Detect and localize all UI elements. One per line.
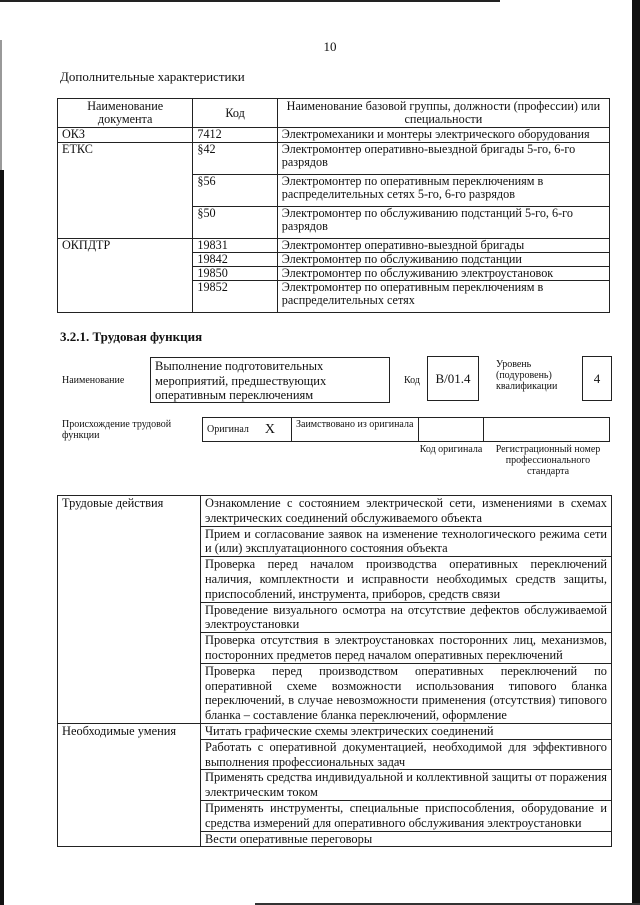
labor-action-item: Прием и согласование заявок на изменение технологического режима сети и (или) эксплуатационного состояния объекта — [201, 526, 612, 557]
labor-function-table — [57, 495, 612, 847]
name-cell: Электромонтер по обслуживанию подстанций 5-го, 6-го разрядов — [277, 207, 609, 239]
labor-action-item: Ознакомление с состоянием электрической сети, изменениями в схемах электрических соединений обслуживаемого объекта — [201, 496, 612, 527]
required-skill-item: Применять инструменты, специальные приспособления, оборудование и средства измерений для оперативного обслуживания электроустановки — [201, 800, 612, 831]
function-code-box: B/01.4 — [427, 356, 479, 401]
name-cell: Электромонтер оперативно-выездной бригады 5-го, 6-го разрядов — [277, 143, 609, 175]
function-origin-label: Происхождение трудовой функции — [62, 419, 172, 441]
function-code-label: Код — [404, 375, 420, 386]
column-header-document: Наименование документа — [58, 99, 193, 128]
origin-code-caption: Код оригинала — [419, 444, 483, 455]
additional-characteristics-heading: Дополнительные характеристики — [60, 69, 245, 84]
page-number: 10 — [323, 39, 337, 54]
function-origin-row — [203, 417, 610, 442]
document-cell: ОКЗ — [58, 128, 193, 143]
code-cell: §42 — [193, 143, 277, 175]
name-cell: Электромонтер оперативно-выездной бригады — [277, 239, 609, 253]
additional-characteristics-table — [57, 98, 610, 313]
origin-original-mark: X — [264, 422, 276, 437]
required-skill-item: Работать с оперативной документацией, необходимой для эффективного выполнения профессиональных задач — [201, 739, 612, 770]
table-row — [58, 143, 610, 175]
function-name-label: Наименование — [62, 375, 125, 386]
code-cell: §50 — [193, 207, 277, 239]
origin-code-cell — [418, 417, 484, 442]
labor-action-item: Проверка перед началом производства оперативных переключений наличия, комплектности и исправности необходимых средств защиты, приспособлений, инструмента, приборов, средств связи — [201, 557, 612, 602]
table-row — [58, 128, 610, 143]
document-cell: ЕТКС — [58, 143, 193, 239]
section-heading-labor-actions: Трудовые действия — [58, 496, 201, 724]
column-header-code: Код — [193, 99, 277, 128]
function-name-box: Выполнение подготовительных мероприятий, предшествующих оперативным переключениям — [150, 357, 390, 403]
origin-original-cell — [202, 417, 292, 442]
required-skill-item: Применять средства индивидуальной и коллективной защиты от поражения электрическим током — [201, 770, 612, 801]
labor-action-item: Проведение визуального осмотра на отсутствие дефектов обслуживаемой электроустановки — [201, 602, 612, 633]
name-cell: Электромонтер по оперативным переключениям в распределительных сетях — [277, 281, 609, 313]
name-cell: Электромонтер по обслуживанию подстанции — [277, 253, 609, 267]
qualification-level-box: 4 — [582, 356, 612, 401]
table-row — [58, 723, 612, 739]
code-cell: 19852 — [193, 281, 277, 313]
code-cell: 19850 — [193, 267, 277, 281]
table-header-row — [58, 99, 610, 128]
name-cell: Электромеханики и монтеры электрического оборудования — [277, 128, 609, 143]
labor-action-item: Проверка перед производством оперативных переключений по оперативной схеме возможности использования типового бланка переключений, в случае невозможности применения (отсутствия) типового бланка – составление бланка переключений, оформление — [201, 663, 612, 723]
origin-reg-caption: Регистрационный номер профессионального стандарта — [495, 444, 601, 477]
name-cell: Электромонтер по оперативным переключениям в распределительных сетях 5-го, 6-го разрядов — [277, 175, 609, 207]
code-cell: §56 — [193, 175, 277, 207]
document-cell: ОКПДТР — [58, 239, 193, 313]
labor-action-item: Проверка отсутствия в электроустановках посторонних лиц, механизмов, посторонних предметов перед началом оперативных переключений — [201, 633, 612, 664]
scan-edge-left-light — [0, 40, 2, 170]
scan-edge-right — [632, 0, 640, 905]
code-cell: 19842 — [193, 253, 277, 267]
scan-edge-top — [0, 0, 500, 2]
column-header-name: Наименование базовой группы, должности (профессии) или специальности — [277, 99, 609, 128]
table-row — [58, 239, 610, 253]
code-cell: 7412 — [193, 128, 277, 143]
code-cell: 19831 — [193, 239, 277, 253]
name-cell: Электромонтер по обслуживанию электроустановок — [277, 267, 609, 281]
required-skill-item: Читать графические схемы электрических соединений — [201, 723, 612, 739]
section-heading-required-skills: Необходимые умения — [58, 723, 201, 846]
labor-function-title: 3.2.1. Трудовая функция — [60, 329, 203, 344]
origin-original-label: Оригинал — [207, 424, 249, 435]
required-skill-item: Вести оперативные переговоры — [201, 831, 612, 847]
scan-edge-left — [0, 170, 4, 905]
qualification-level-label: Уровень (подуровень) квалификации — [496, 359, 558, 392]
origin-borrowed-cell: Заимствовано из оригинала — [291, 417, 419, 442]
origin-reg-number-cell — [483, 417, 610, 442]
table-row — [58, 496, 612, 527]
